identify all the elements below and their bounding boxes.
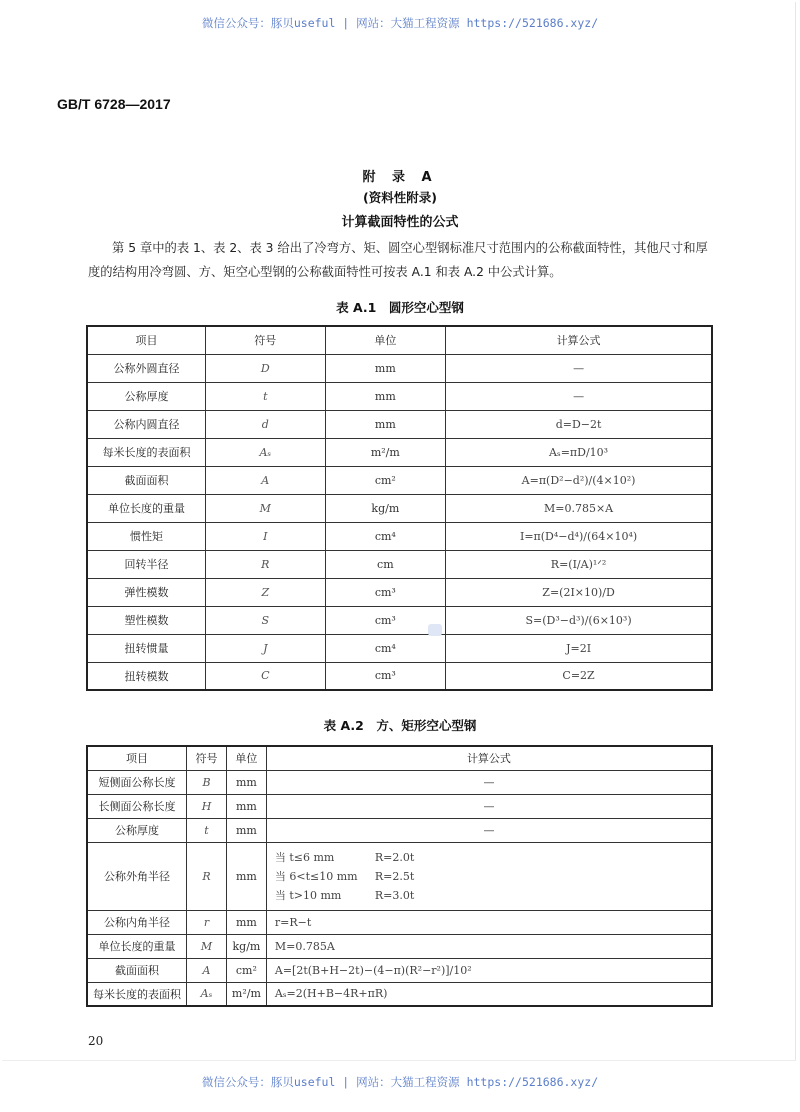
cell-symbol: M [187,934,227,958]
cell-symbol: d [206,410,326,438]
cell-unit: kg/m [325,494,446,522]
cell-unit: mm [226,842,266,910]
cell-item: 惯性矩 [87,522,206,550]
cell-formula: I=π(D⁴−d⁴)/(64×10⁴) [446,522,712,550]
condition-value: R=2.0t [374,850,415,864]
standard-code: GB/T 6728—2017 [57,96,171,112]
cell-unit: cm² [226,958,266,982]
table-header-row [87,326,712,354]
condition: 当 6<t≤10 mm [274,869,358,883]
cell-formula: M=0.785×A [446,494,712,522]
cell-item: 公称内圆直径 [87,410,206,438]
annex-subtitle: 计算截面特性的公式 [341,215,459,230]
table-row [87,842,712,910]
table-row [87,910,712,934]
cell-unit: cm⁴ [325,522,446,550]
table-row [87,958,712,982]
cell-symbol: J [206,634,326,662]
cell-unit: kg/m [226,934,266,958]
cell-formula: S=(D³−d³)/(6×10³) [446,606,712,634]
cell-formula: Aₛ=πD/10³ [446,438,712,466]
cell-formula: — [266,794,712,818]
header-unit: 单位 [226,746,266,770]
condition: 当 t>10 mm [274,888,342,902]
table-row [87,662,712,690]
table-row [87,606,712,634]
cell-item: 短侧面公称长度 [87,770,187,794]
table-row [87,934,712,958]
cell-unit: mm [325,410,446,438]
cell-symbol: r [187,910,227,934]
cell-symbol: t [187,818,227,842]
header-formula: 计算公式 [266,746,712,770]
watermark-bottom: 微信公众号：豚贝useful | 网站：大猫工程资源 https://521686.xyz/ [201,1075,599,1089]
cell-item: 单位长度的重量 [87,934,187,958]
intro-paragraph: 第 5 章中的表 1、表 2、表 3 给出了冷弯方、矩、圆空心型钢标准尺寸范围内的公称截面特性，其他尺寸和厚度的结构用冷弯圆、方、矩空心型钢的公称截面特性可按表 A.1 和表 A.2 中公式计算。 [88,241,708,279]
condition-value: R=3.0t [374,888,415,902]
table1-caption: 表 A.1 圆形空心型钢 [336,300,464,315]
cell-formula: C=2Z [446,662,712,690]
cell-item: 单位长度的重量 [87,494,206,522]
cell-formula-conditions [266,842,712,910]
cell-item: 每米长度的表面积 [87,982,187,1006]
cell-unit: cm³ [325,606,446,634]
cell-formula: — [446,354,712,382]
table-row [87,794,712,818]
cell-unit: cm³ [325,578,446,606]
table-header-row [87,746,712,770]
header-item: 项目 [87,746,187,770]
cell-symbol: I [206,522,326,550]
cell-formula: M=0.785A [266,934,712,958]
annex-title: 附 录 A [362,170,438,185]
table-row [87,770,712,794]
cell-symbol: A [187,958,227,982]
table-rect-hollow-section [86,745,713,1007]
table-row [87,522,712,550]
cell-formula: A=π(D²−d²)/(4×10²) [446,466,712,494]
cell-item: 扭转模数 [87,662,206,690]
cell-item: 截面面积 [87,466,206,494]
cell-symbol: Aₛ [187,982,227,1006]
cell-unit: mm [226,818,266,842]
cell-unit: m²/m [226,982,266,1006]
cell-symbol: M [206,494,326,522]
cell-unit: cm³ [325,662,446,690]
table-row [87,438,712,466]
cell-unit: mm [226,794,266,818]
cell-formula: A=[2t(B+H−2t)−(4−π)(R²−r²)]/10² [266,958,712,982]
page-number: 20 [88,1034,104,1048]
cell-formula: J=2I [446,634,712,662]
cell-symbol: B [187,770,227,794]
cell-symbol: R [206,550,326,578]
cell-symbol: t [206,382,326,410]
header-unit: 单位 [325,326,446,354]
cell-item: 扭转惯量 [87,634,206,662]
annex-type: (资料性附录) [363,190,437,205]
cell-item: 回转半径 [87,550,206,578]
cell-symbol: S [206,606,326,634]
header-symbol: 符号 [187,746,227,770]
table-row [87,634,712,662]
condition: 当 t≤6 mm [274,850,335,864]
cell-item: 每米长度的表面积 [87,438,206,466]
table2-caption: 表 A.2 方、矩形空心型钢 [323,718,477,733]
cell-symbol: D [206,354,326,382]
condition-line [275,848,711,867]
cell-unit: mm [226,770,266,794]
cell-formula: r=R−t [266,910,712,934]
cell-item: 弹性模数 [87,578,206,606]
cell-item: 公称内角半径 [87,910,187,934]
header-symbol: 符号 [206,326,326,354]
condition-line [275,886,711,905]
cell-unit: cm² [325,466,446,494]
watermark-top: 微信公众号：豚贝useful | 网站：大猫工程资源 https://521686.xyz/ [201,16,599,30]
cell-item: 长侧面公称长度 [87,794,187,818]
cell-symbol: C [206,662,326,690]
table-row [87,382,712,410]
cell-symbol: H [187,794,227,818]
cell-formula: Aₛ=2(H+B−4R+πR) [266,982,712,1006]
cell-item: 塑性模数 [87,606,206,634]
cell-item: 截面面积 [87,958,187,982]
table-row [87,982,712,1006]
condition-value: R=2.5t [374,869,415,883]
cell-symbol: Z [206,578,326,606]
table-row [87,550,712,578]
table-row [87,818,712,842]
cell-formula: Z=(2I×10)/D [446,578,712,606]
header-formula: 计算公式 [446,326,712,354]
cell-formula: d=D−2t [446,410,712,438]
cell-unit: mm [325,354,446,382]
cell-symbol: R [187,842,227,910]
table-round-hollow-section [86,325,713,691]
table-row [87,494,712,522]
table-row [87,410,712,438]
cell-symbol: A [206,466,326,494]
cell-unit: cm [325,550,446,578]
cell-formula: R=(I/A)¹ᐟ² [446,550,712,578]
cell-unit: cm⁴ [325,634,446,662]
cell-unit: mm [325,382,446,410]
cell-item: 公称外圆直径 [87,354,206,382]
table-row [87,354,712,382]
cell-item: 公称厚度 [87,382,206,410]
table-row [87,466,712,494]
cell-unit: m²/m [325,438,446,466]
cell-item: 公称外角半径 [87,842,187,910]
cell-formula: — [446,382,712,410]
cell-item: 公称厚度 [87,818,187,842]
cell-formula: — [266,818,712,842]
cell-unit: mm [226,910,266,934]
cell-formula: — [266,770,712,794]
condition-line [275,867,711,886]
cell-symbol: Aₛ [206,438,326,466]
header-item: 项目 [87,326,206,354]
table-row [87,578,712,606]
scan-smudge [428,624,442,636]
